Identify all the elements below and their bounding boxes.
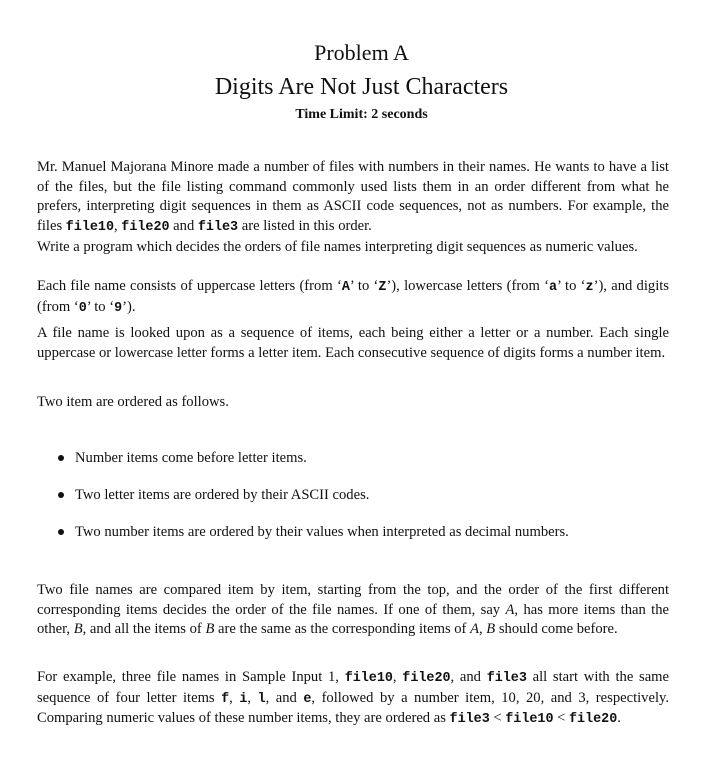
- text-segment: , and: [450, 669, 487, 685]
- code-text: file20: [402, 671, 451, 686]
- text-segment: ’ to ‘: [349, 278, 379, 294]
- time-limit: [0, 107, 723, 123]
- problem-title: Digits Are Not Just Characters: [214, 74, 509, 100]
- text-segment: , has more items than the other,: [37, 601, 669, 638]
- text-segment: ,: [392, 669, 403, 685]
- text-segment: ,: [114, 217, 122, 234]
- text-segment: ’ to ‘: [557, 278, 586, 294]
- code-text: file3: [449, 712, 490, 728]
- code-text: file10: [344, 671, 393, 686]
- math-variable: A: [470, 621, 479, 638]
- text-segment: Write a program which decides the orders of file names interpreting digit sequences as numeric values.: [37, 239, 638, 255]
- text-segment: all start with the same sequence of four letter items: [37, 669, 670, 706]
- text-segment: ,: [479, 621, 487, 638]
- bullet-text: Number items come before letter items.: [75, 450, 307, 466]
- bullet-icon: [58, 529, 64, 535]
- text-segment: Two item are ordered as follows.: [37, 394, 229, 410]
- text-segment: .: [617, 710, 621, 727]
- code-text: file10: [65, 219, 114, 235]
- math-variable: B: [73, 621, 83, 638]
- code-text: 0: [78, 300, 87, 316]
- bullet-item: [58, 450, 307, 467]
- text-segment: ’), and digits (from ‘: [37, 278, 669, 315]
- code-text: A: [341, 280, 350, 295]
- text-segment: ’).: [122, 298, 136, 315]
- text-segment: should come before.: [495, 621, 618, 638]
- paragraph-order-intro: [37, 393, 669, 413]
- code-text: f: [221, 691, 230, 707]
- text-segment: Each file name consists of uppercase letters (from ‘: [37, 278, 342, 294]
- bullet-text: Two number items are ordered by their values when interpreted as decimal numbers.: [75, 524, 569, 540]
- text-segment: are the same as the corresponding items of: [214, 621, 471, 638]
- problem-label: Problem A: [314, 40, 409, 65]
- paragraph-task: [37, 238, 669, 258]
- bullet-item: [58, 487, 369, 504]
- code-text: file10: [505, 712, 554, 728]
- math-variable: B: [486, 621, 496, 638]
- text-segment: Two file names are compared item by item, starting from the top, and the order of the first different corresponding items decides the order of the file names. If one of them, say: [37, 582, 669, 618]
- text-segment: , and: [265, 689, 304, 706]
- time-limit-label: Time Limit:: [295, 107, 368, 122]
- text-segment: , and all the items of: [82, 621, 206, 638]
- code-text: i: [239, 691, 248, 707]
- code-text: file20: [121, 219, 170, 235]
- text-segment: are listed in this order.: [238, 217, 372, 234]
- paragraph-comparison: [37, 581, 669, 640]
- text-segment: For example, three file names in Sample Input 1,: [37, 669, 345, 685]
- paragraph-filename-chars: [37, 277, 669, 318]
- math-variable: B: [205, 621, 215, 638]
- code-text: Z: [378, 280, 387, 295]
- text-segment: <: [553, 710, 570, 727]
- bullet-item: [58, 524, 569, 541]
- time-limit-value: 2 seconds: [371, 107, 428, 122]
- text-segment: ,: [229, 689, 240, 706]
- bullet-text: Two letter items are ordered by their ASCII codes.: [75, 487, 370, 503]
- code-text: file20: [569, 712, 618, 728]
- text-segment: <: [489, 710, 506, 727]
- code-text: a: [548, 280, 557, 295]
- text-segment: A file name is looked upon as a sequence of items, each being either a letter or a number. Each single uppercase or lowercase letter forms a letter item. Each consecutive sequence of digits forms a number item.: [37, 325, 669, 361]
- code-text: 9: [114, 300, 123, 316]
- code-text: file3: [486, 671, 527, 686]
- paragraph-example: [37, 668, 669, 730]
- text-segment: ’ to ‘: [86, 298, 115, 315]
- paragraph-intro: [37, 158, 669, 237]
- text-segment: ’), lowercase letters (from ‘: [386, 278, 549, 294]
- code-text: file3: [197, 219, 239, 235]
- text-segment: , followed by a number item, 10, 20, and 3, respectively. Comparing numeric values of these number items, they are ordered as: [37, 689, 670, 727]
- code-text: e: [303, 691, 312, 707]
- bullet-icon: [58, 492, 64, 498]
- math-variable: A: [505, 601, 515, 618]
- bullet-icon: [58, 455, 64, 461]
- code-text: l: [257, 691, 266, 707]
- text-segment: ,: [247, 689, 258, 706]
- text-segment: Mr. Manuel Majorana Minore made a number of files with numbers in their names. He wants to have a list of the files, but the file listing command commonly used lists them in an order different from what he prefers, interpreting digit sequences in them as ASCII code sequences, not as numbers. For example, the files: [37, 159, 669, 234]
- text-segment: and: [169, 217, 198, 234]
- code-text: z: [585, 280, 594, 295]
- paragraph-items: [37, 324, 669, 363]
